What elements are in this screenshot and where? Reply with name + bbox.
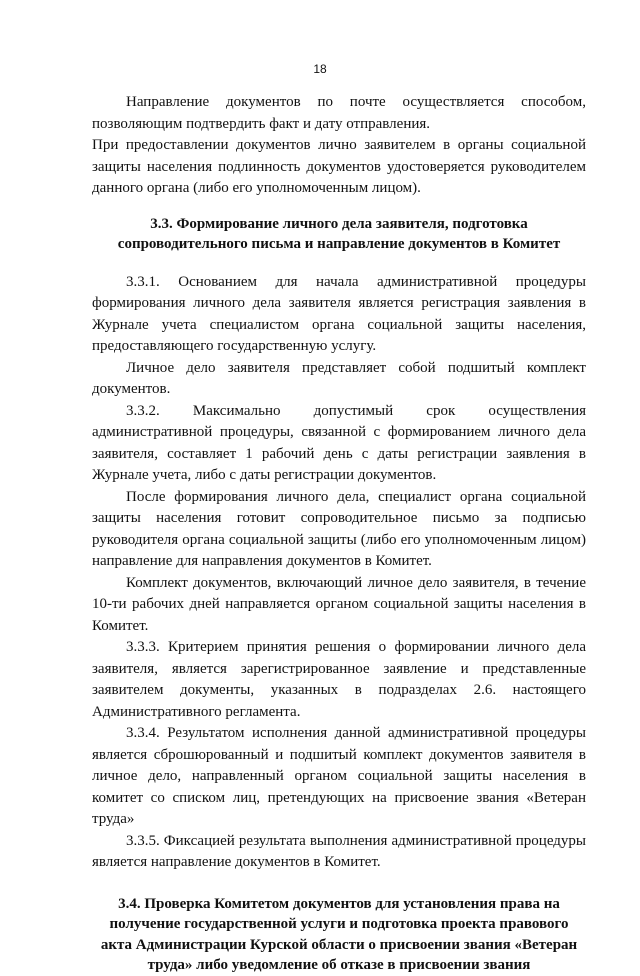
paragraph-personal-file: Личное дело заявителя представляет собой подшитый комплект документов. (92, 359, 586, 397)
paragraph-3-3-5: 3.3.5. Фиксацией результата выполнения административной процедуры является направление документов в Комитет. (92, 832, 586, 870)
paragraph-personal-submission: При предоставлении документов лично заявителем в органы социальной защиты населения подлинность документов удостоверяется руководителем данного органа (либо его уполномоченным лицом). (92, 137, 586, 196)
paragraph-3-3-3: 3.3.3. Критерием принятия решения о формировании личного дела заявителя, является зарегистрированное заявление и представленные заявителем документы, указанных в подразделах 2.6. настоящего Административного регламента. (92, 639, 586, 720)
paragraph-document-set: Комплект документов, включающий личное дело заявителя, в течение 10-ти рабочих дней направляется органом социальной защиты населения в Комитет. (92, 574, 586, 634)
paragraph-3-3-2: 3.3.2. Максимально допустимый срок осуществления административной процедуры, связанной с формированием личного дела заявителя, составляет 1 рабочий день с даты регистрации заявления в Журнале учета, либо с даты регистрации документов. (92, 402, 586, 483)
section-3-3-heading: 3.3. Формирование личного дела заявителя, подготовка сопроводительного письма и направление документов в Комитет (117, 215, 561, 252)
page-content (92, 92, 586, 976)
paragraph-mail-delivery: Направление документов по почте осуществляется способом, позволяющим подтвердить факт и дату отправления. (92, 94, 586, 132)
page-number: 18 (313, 62, 327, 76)
paragraph-3-3-4: 3.3.4. Результатом исполнения данной административной процедуры является сброшюрованный и подшитый комплект документов заявителя в личное дело, направленный органом социальной защиты населения в комитет со списком лиц, претендующих на присвоение звания «Ветеран труда» (92, 725, 586, 827)
paragraph-cover-letter: После формирования личного дела, специалист органа социальной защиты населения готовит сопроводительное письмо за подписью руководителя органа социальной защиты (либо его уполномоченным лицом) направление для направления документов в Комитет. (92, 488, 586, 569)
section-3-4-heading: 3.4. Проверка Комитетом документов для установления права на получение государственной услуги и подготовка проекта правового акта Администрации Курской области о присвоении звания «Ветеран труда» либо уведомление об отказе в присвоении звания (100, 895, 578, 973)
paragraph-3-3-1: 3.3.1. Основанием для начала административной процедуры формирования личного дела заявителя является регистрация заявления в Журнале учета специалистом органа социальной защиты населения, предоставляющего государственную услугу. (92, 273, 586, 354)
